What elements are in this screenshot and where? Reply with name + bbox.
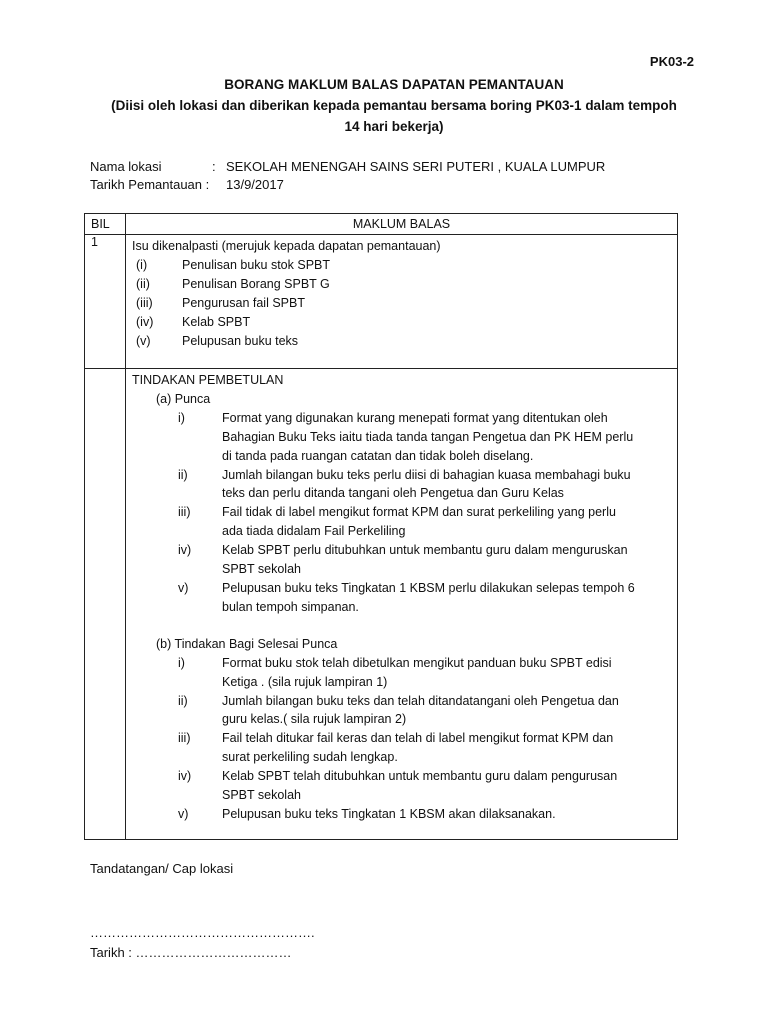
tindakan-item [132,767,671,805]
action-row [85,369,678,840]
punca-text [222,541,671,579]
issue-item [132,275,671,294]
tindakan-text-line: Jumlah bilangan buku teks dan telah ditandatangani oleh Pengetua dan [222,693,619,708]
issue-number: (ii) [136,276,150,291]
feedback-table [84,213,678,840]
location-info [90,158,605,194]
tindakan-text-line: guru kelas.( sila rujuk lampiran 2) [222,712,407,727]
signature-label: Tandatangan/ Cap lokasi [90,861,234,876]
issue-number: (v) [136,333,151,348]
action-cell [126,369,678,840]
tindakan-text-line: SPBT sekolah [222,788,301,803]
punca-text-line: ada tiada didalam Fail Perkeliling [222,524,406,539]
form-code: PK03-2 [649,54,694,69]
title-line-3: 14 hari bekerja) [344,119,444,134]
punca-number: i) [178,410,185,425]
punca-text-line: Format yang digunakan kurang menepati format yang ditentukan oleh [222,410,608,425]
signature-date-line: Tarikh : ……………………………… [90,945,292,960]
issue-text: Kelab SPBT [182,314,251,329]
punca-text-line: Kelab SPBT perlu ditubuhkan untuk membantu guru dalam menguruskan [222,543,628,558]
issue-item [132,332,671,351]
punca-item [132,541,671,579]
location-value: SEKOLAH MENENGAH SAINS SERI PUTERI , KUALA LUMPUR [226,159,606,174]
date-value: 13/9/2017 [226,177,284,192]
tindakan-text [222,654,671,692]
punca-text [222,579,671,617]
empty-bil-cell [85,369,126,840]
punca-number: ii) [178,467,188,482]
date-row [90,176,605,194]
tindakan-text-line: Fail telah ditukar fail keras dan telah di label mengikut format KPM dan [222,731,614,746]
issues-cell [126,235,678,369]
punca-text [222,503,671,541]
punca-text-line: SPBT sekolah [222,562,301,577]
punca-text [222,466,671,504]
tindakan-text [222,729,671,767]
table-header-row [85,214,678,235]
tindakan-text [222,805,671,824]
header-bil: BIL [85,214,126,235]
date-label: Tarikh Pemantauan : [90,177,210,192]
header-maklum-balas: MAKLUM BALAS [126,214,678,235]
tindakan-number: ii) [178,693,188,708]
tindakan-text-line: Pelupusan buku teks Tingkatan 1 KBSM akan dilaksanakan. [222,806,556,821]
tindakan-text [222,692,671,730]
row-number: 1 [85,235,126,369]
location-colon: : [212,159,216,174]
location-label: Nama lokasi [90,159,162,174]
issue-text: Penulisan Borang SPBT G [182,276,330,291]
issue-text: Penulisan buku stok SPBT [182,257,330,272]
issues-row [85,235,678,369]
signature-line: ……………………………………………. [90,925,315,940]
punca-text-line: Pelupusan buku teks Tingkatan 1 KBSM perlu dilakukan selepas tempoh 6 [222,580,635,595]
tindakan-number: iv) [178,769,192,784]
issue-item [132,294,671,313]
punca-text-line: di tanda pada ruangan catatan dan tidak boleh diselang. [222,448,534,463]
tindakan-item [132,692,671,730]
issue-item [132,256,671,275]
tindakan-text [222,767,671,805]
issue-number: (iv) [136,314,154,329]
punca-item [132,466,671,504]
issue-text: Pelupusan buku teks [182,333,299,348]
tindakan-text-line: Format buku stok telah dibetulkan mengikut panduan buku SPBT edisi [222,655,612,670]
title-line-2: (Diisi oleh lokasi dan diberikan kepada pemantau bersama boring PK03-1 dalam tempoh [111,98,677,113]
tindakan-number: v) [178,806,189,821]
tindakan-item [132,805,671,824]
punca-text-line: Fail tidak di label mengikut format KPM dan surat perkeliling yang perlu [222,505,616,520]
punca-item [132,579,671,617]
issue-item [132,313,671,332]
tindakan-text-line: Ketiga . (sila rujuk lampiran 1) [222,674,388,689]
location-row [90,158,605,176]
tindakan-number: iii) [178,731,191,746]
signature-block [90,860,315,962]
issue-text: Pengurusan fail SPBT [182,295,305,310]
tindakan-item [132,729,671,767]
punca-number: iv) [178,543,192,558]
punca-label: (a) Punca [156,391,211,406]
tindakan-item [132,654,671,692]
form-title [80,74,708,137]
issues-list [132,256,671,351]
tindakan-number: i) [178,655,185,670]
punca-list [132,409,671,617]
punca-text [222,409,671,466]
issue-number: (i) [136,257,148,272]
punca-item [132,409,671,466]
issue-number: (iii) [136,295,153,310]
punca-number: v) [178,580,189,595]
tindakan-text-line: surat perkeliling sudah lengkap. [222,750,398,765]
punca-number: iii) [178,505,191,520]
tindakan-list [132,654,671,824]
punca-text-line: bulan tempoh simpanan. [222,599,359,614]
punca-text-line: Bahagian Buku Teks iaitu tiada tanda tangan Pengetua dan PK HEM perlu [222,429,634,444]
title-line-1: BORANG MAKLUM BALAS DAPATAN PEMANTAUAN [224,77,564,92]
tindakan-label: (b) Tindakan Bagi Selesai Punca [156,636,338,651]
action-title: TINDAKAN PEMBETULAN [132,373,284,387]
tindakan-text-line: Kelab SPBT telah ditubuhkan untuk membantu guru dalam pengurusan [222,769,618,784]
punca-text-line: teks dan perlu ditanda tangani oleh Pengetua dan Guru Kelas [222,486,564,501]
punca-text-line: Jumlah bilangan buku teks perlu diisi di bahagian kuasa membahagi buku [222,467,631,482]
punca-item [132,503,671,541]
issues-title: Isu dikenalpasti (merujuk kepada dapatan pemantauan) [132,239,441,253]
